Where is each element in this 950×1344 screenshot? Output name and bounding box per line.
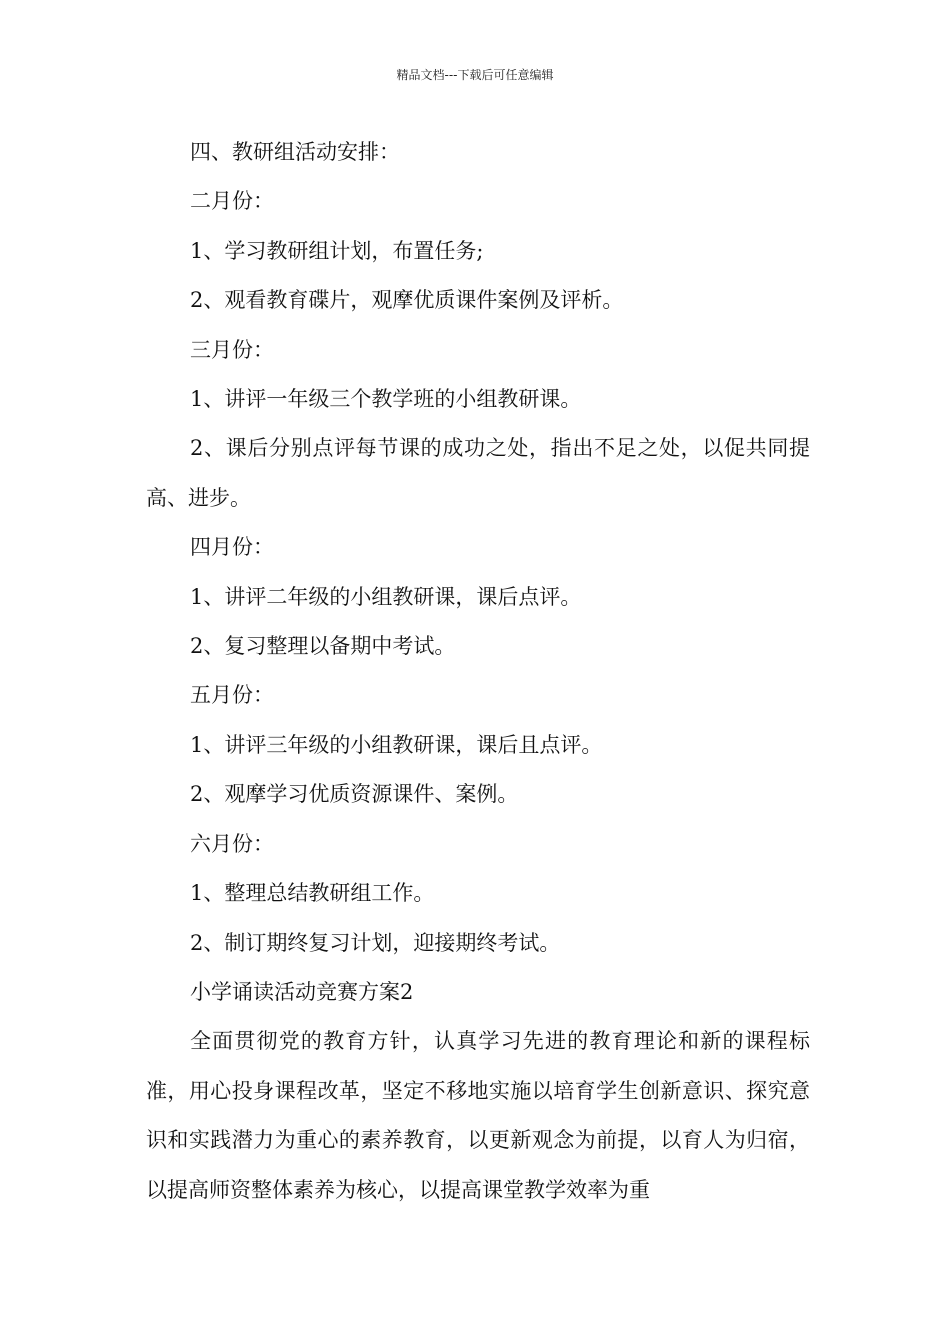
list-item: 1、整理总结教研组工作。 bbox=[190, 881, 435, 906]
month-heading-april: 四月份： bbox=[190, 535, 274, 560]
list-item: 2、观摩学习优质资源课件、案例。 bbox=[190, 782, 519, 807]
month-heading-june: 六月份： bbox=[190, 831, 274, 856]
list-item: 1、讲评二年级的小组教研课，课后点评。 bbox=[190, 584, 582, 609]
list-item: 1、讲评一年级三个教学班的小组教研课。 bbox=[190, 387, 582, 412]
month-heading-february: 二月份： bbox=[190, 189, 274, 214]
month-heading-march: 三月份： bbox=[190, 337, 274, 362]
list-item: 1、讲评三年级的小组教研课，课后且点评。 bbox=[190, 732, 603, 757]
section-heading: 四、教研组活动安排： bbox=[190, 140, 400, 164]
page-header: 精品文档---下载后可任意编辑 bbox=[396, 68, 554, 82]
body-paragraph: 全面贯彻党的教育方针，认真学习先进的教育理论和新的课程标准，用心投身课程改革，坚定不移地实施以培育学生创新意识、探究意识和实践潜力为重心的素养教育，以更新观念为前提，以育人为归宿，以提高师资整体素养为核心，以提高课堂教学效率为重 bbox=[146, 1029, 810, 1202]
list-item: 2、制订期终复习计划，迎接期终考试。 bbox=[190, 930, 561, 955]
list-item: 1、学习教研组计划，布置任务; bbox=[190, 238, 484, 263]
document-body bbox=[146, 128, 810, 1215]
month-heading-may: 五月份： bbox=[190, 683, 274, 708]
list-item: 2、课后分别点评每节课的成功之处，指出不足之处，以促共同提高、进步。 bbox=[146, 436, 810, 510]
list-item: 2、观看教育碟片，观摩优质课件案例及评析。 bbox=[190, 288, 624, 313]
section-title: 小学诵读活动竞赛方案2 bbox=[190, 979, 414, 1004]
list-item: 2、复习整理以备期中考试。 bbox=[190, 634, 456, 659]
